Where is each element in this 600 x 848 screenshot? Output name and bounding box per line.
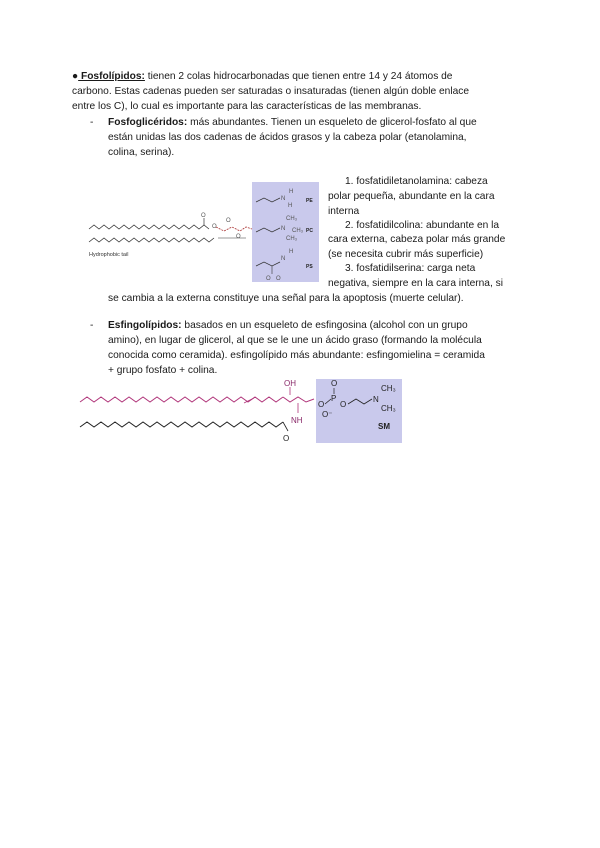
pe-nitrogen: N (281, 196, 286, 202)
list-item-2-line2: cara externa, cabeza polar más grande (328, 234, 506, 245)
list-item-3-line1: 3. fosfatidilserina: carga neta (345, 263, 476, 274)
fosfolipidos-paragraph-line3: entre los C), lo cual es importante para las características de las membranas. (72, 101, 422, 112)
list-item-2-line3: (se necesita cubrir más superficie) (328, 249, 484, 260)
phosphate-oxygen: O (226, 218, 231, 224)
choline-methyl: CH₃ (381, 384, 396, 393)
oxygen-atom: O (212, 224, 217, 230)
sm-tag: SM (378, 422, 390, 431)
ester-oxygen: O (201, 213, 206, 219)
list-dash: - (90, 320, 94, 331)
ps-nitrogen: N (281, 256, 286, 262)
phosphorus-atom: P (331, 394, 337, 403)
esfingolipidos-line3: conocida como ceramida). esfingolípido más abundante: esfingomielina = ceramida (108, 350, 485, 361)
bullet: ● (72, 71, 79, 82)
sphingomyelin-structure-figure (78, 377, 403, 445)
pc-tag: PC (306, 228, 313, 234)
bridge-oxygen: O (318, 400, 325, 409)
pc-methyl: CH₃ (286, 216, 298, 222)
fatty-acid-chain (80, 422, 283, 427)
fosfolipidos-text: tienen 2 colas hidrocarbonadas que tienen entre 14 y 24 átomos de (144, 71, 453, 82)
amide-bond (283, 422, 288, 431)
esfingolipidos-line2: amino), en lugar de glicerol, al que se le une un ácido graso (formando la molécula (108, 335, 482, 346)
phosphate-oxygen-2: O (236, 234, 241, 240)
pc-methyl-2: CH₃ (292, 228, 304, 234)
list-item-3-continuation: se cambia a la externa constituye una señal para la apoptosis (muerte celular). (108, 293, 464, 304)
esfingolipidos-line1 (108, 319, 468, 334)
pe-tag: PE (306, 198, 313, 204)
fosfogliceridos-line3: colina, serina). (108, 147, 175, 158)
ps-carboxyl: O (266, 276, 271, 282)
fosfolipidos-heading: Fosfolípidos: (78, 71, 145, 82)
hydrophobic-tail-label: Hydrophobic tail (89, 252, 129, 258)
fosfolipidos-paragraph-line1 (72, 70, 452, 85)
ps-tag: PS (306, 264, 313, 270)
fatty-acid-tail-2 (89, 238, 214, 242)
hydroxyl-label: OH (284, 379, 296, 388)
fosfogliceridos-text: más abundantes. Tienen un esqueleto de glicerol-fosfato al que (187, 117, 477, 128)
list-item-1-line3: interna (328, 206, 360, 217)
pc-nitrogen: N (281, 226, 286, 232)
fosfogliceridos-line2: están unidas las dos cadenas de ácidos grasos y la cabeza polar (etanolamina, (108, 132, 467, 143)
ps-hydrogen: H (289, 249, 294, 255)
phospholipid-structure-figure (86, 180, 321, 284)
pc-methyl-3: CH₃ (286, 236, 298, 242)
list-dash: - (90, 117, 94, 128)
backbone-linker (283, 397, 314, 402)
esfingolipidos-heading: Esfingolípidos: (108, 320, 182, 331)
fosfogliceridos-heading: Fosfoglicéridos: (108, 117, 188, 128)
list-item-1-line1: 1. fosfatidiletanolamina: cabeza (345, 176, 488, 187)
phosphate-oxygen: O (331, 379, 338, 388)
amine-label: NH (291, 416, 303, 425)
pe-hydrogen: H (289, 189, 294, 195)
phosphate-anion: O⁻ (322, 410, 333, 419)
fatty-acid-tail-1 (89, 225, 209, 229)
list-item-2-line1: 2. fosfatidilcolina: abundante en la (345, 220, 500, 231)
pe-hydrogen-2: H (288, 203, 293, 209)
list-item-3-line2: negativa, siempre en la cara interna, si (328, 278, 503, 289)
list-item-1-line2: polar pequeña, abundante en la cara (328, 191, 495, 202)
fosfogliceridos-line1 (108, 116, 477, 131)
glycerol-backbone (216, 227, 252, 231)
ps-carboxyl-2: O (276, 276, 281, 282)
esfingolipidos-text: basados en un esqueleto de esfingosina (alcohol con un grupo (181, 320, 468, 331)
choline-nitrogen: N (373, 395, 379, 404)
choline-methyl-2: CH₃ (381, 404, 396, 413)
sphingosine-chain (80, 397, 283, 402)
esfingolipidos-line4: + grupo fosfato + colina. (108, 365, 218, 376)
ester-oxygen: O (340, 400, 347, 409)
fosfolipidos-paragraph-line2: carbono. Estas cadenas pueden ser saturadas o insaturadas (tienen algún doble enlace (72, 86, 470, 97)
amide-oxygen: O (283, 434, 290, 443)
